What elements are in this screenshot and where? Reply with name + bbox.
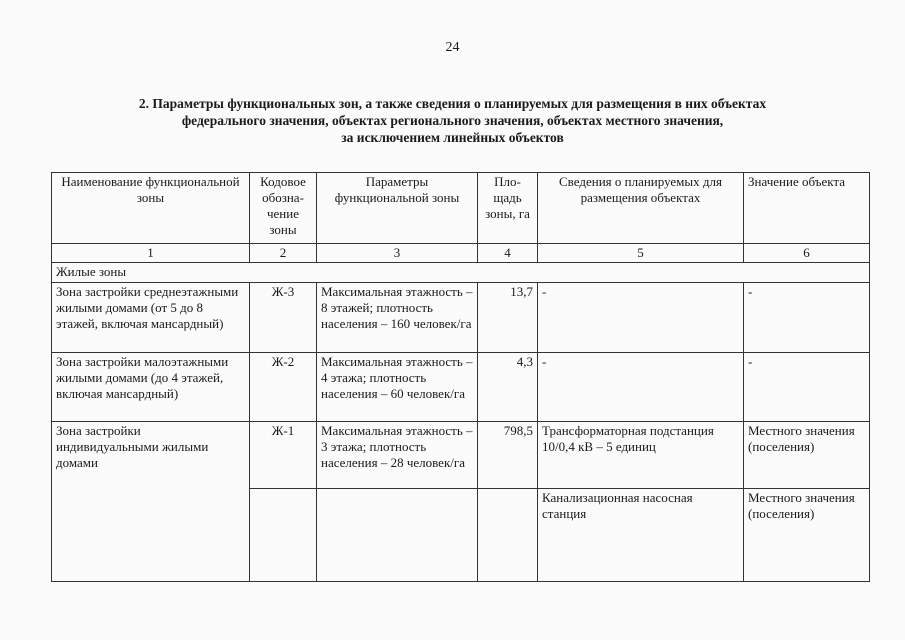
significance-cell: - (744, 353, 870, 422)
empty-cell (250, 489, 317, 582)
zone-params-cell: Максимальная этажность – 3 этажа; плотность населения – 28 человек/га (317, 422, 478, 489)
planned-objects-cell: - (538, 353, 744, 422)
zone-area-cell: 4,3 (478, 353, 538, 422)
table-row (52, 283, 870, 353)
empty-cell (478, 489, 538, 582)
zone-name-cell: Зона застройки среднеэтажными жилыми домами (от 5 до 8 этажей, включая мансардный) (52, 283, 250, 353)
section-row (52, 263, 870, 283)
column-number: 2 (250, 244, 317, 263)
significance-cell: Местного значения (поселения) (744, 422, 870, 489)
zone-params-cell: Максимальная этажность – 8 этажей; плотность населения – 160 человек/га (317, 283, 478, 353)
column-number: 1 (52, 244, 250, 263)
header-zone-params: Параметры функциональной зоны (317, 173, 478, 244)
zones-parameters-table (51, 172, 870, 582)
column-number: 5 (538, 244, 744, 263)
heading-line-2: федерального значения, объектах регионального значения, объектах местного значения, (181, 113, 724, 128)
column-number: 4 (478, 244, 538, 263)
significance-cell: - (744, 283, 870, 353)
header-planned-objects: Сведения о планируемых для размещения объектах (538, 173, 744, 244)
zone-name-cell: Зона застройки индивидуальными жилыми домами (52, 422, 250, 582)
significance-cell: Местного значения (поселения) (744, 489, 870, 582)
section-label: Жилые зоны (52, 263, 870, 283)
column-number: 3 (317, 244, 478, 263)
table-row (52, 422, 870, 489)
zone-name-cell: Зона застройки малоэтажными жилыми домами (до 4 этажей, включая мансардный) (52, 353, 250, 422)
column-number: 6 (744, 244, 870, 263)
header-zone-area: Пло-щадь зоны, га (478, 173, 538, 244)
heading-line-3: за исключением линейных объектов (341, 130, 564, 145)
section-heading (0, 95, 905, 146)
table-header-row (52, 173, 870, 244)
planned-objects-cell: Трансформаторная подстанция 10/0,4 кВ – 5 единиц (538, 422, 744, 489)
zone-code-cell: Ж-2 (250, 353, 317, 422)
planned-objects-cell: - (538, 283, 744, 353)
header-zone-name: Наименование функциональной зоны (52, 173, 250, 244)
heading-line-1: 2. Параметры функциональных зон, а также сведения о планируемых для размещения в них объектах (138, 96, 767, 111)
page-number: 24 (445, 40, 460, 55)
planned-objects-cell: Канализационная насосная станция (538, 489, 744, 582)
table-row (52, 353, 870, 422)
header-zone-code: Кодовое обозна-чение зоны (250, 173, 317, 244)
empty-cell (317, 489, 478, 582)
zone-area-cell: 13,7 (478, 283, 538, 353)
column-number-row (52, 244, 870, 263)
zone-params-cell: Максимальная этажность – 4 этажа; плотность населения – 60 человек/га (317, 353, 478, 422)
header-object-significance: Значение объекта (744, 173, 870, 244)
zone-area-cell: 798,5 (478, 422, 538, 489)
zone-code-cell: Ж-1 (250, 422, 317, 489)
zone-code-cell: Ж-3 (250, 283, 317, 353)
